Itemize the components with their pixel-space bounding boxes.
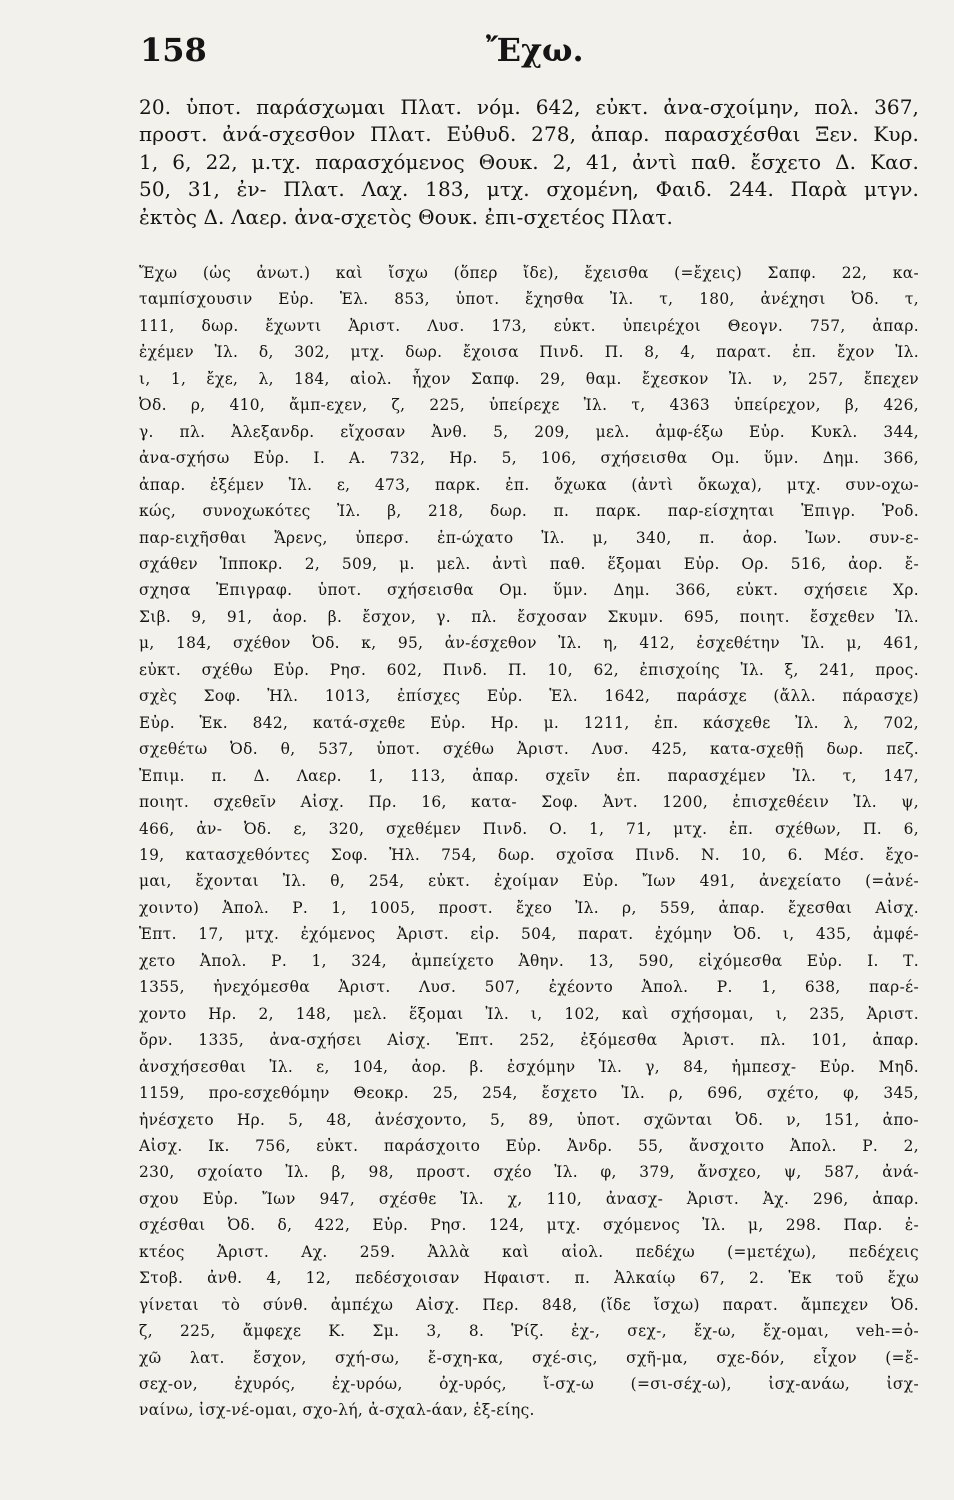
entry-line: Αἰσχ. Ικ. 756, εὐκτ. παράσχοιτο Εὐρ. Ἀνδρ. 55, ἄνσχοιτο Ἀπολ. Ρ. 2, xyxy=(139,1136,919,1155)
entry-line: ποιητ. σχεθεῖν Αἰσχ. Πρ. 16, κατα- Σοφ. Ἀντ. 1200, ἐπισχεθέειν Ἰλ. ψ, xyxy=(139,793,919,812)
section-20-line: ἐκτὸς Δ. Λαερ. ἀνα-σχετὸς Θουκ. ἐπι-σχετέος Πλατ. xyxy=(139,204,673,229)
entry-line: ἐχέμεν Ἰλ. δ, 302, μτχ. δωρ. ἔχοισα Πινδ. Π. 8, 4, παρατ. ἐπ. ἔχον Ἰλ. xyxy=(139,343,919,362)
entry-line: χοιντο) Ἀπολ. Ρ. 1, 1005, προστ. ἔχεο Ἰλ. ρ, 559, ἀπαρ. ἔχεσθαι Αἰσχ. xyxy=(139,898,919,917)
entry-line: Εὐρ. Ἑκ. 842, κατά-σχεθε Εὐρ. Ηρ. μ. 1211, ἐπ. κάσχεθε Ἰλ. λ, 702, xyxy=(139,713,919,732)
entry-line: εὐκτ. σχέθω Εὐρ. Ρησ. 602, Πινδ. Π. 10, 62, ἐπισχοίης Ἰλ. ξ, 241, προς. xyxy=(139,660,919,679)
entry-line: ἠνέσχετο Ηρ. 5, 48, ἀνέσχοντο, 5, 89, ὑποτ. σχῶνται Ὀδ. ν, 151, ἀπο- xyxy=(139,1110,919,1129)
section-20-line: 50, 31, ἐν- Πλατ. Λαχ. 183, μτχ. σχομένη, Φαιδ. 244. Παρὰ μτγν. xyxy=(139,177,919,202)
entry-line: 230, σχοίατο Ἰλ. β, 98, προστ. σχέο Ἰλ. φ, 379, ἄνσχεο, ψ, 587, ἀνά- xyxy=(139,1163,919,1182)
entry-line: σχὲς Σοφ. Ἠλ. 1013, ἐπίσχες Εὐρ. Ἑλ. 1642, παράσχε (ἄλλ. πάρασχε) xyxy=(139,687,919,706)
entry-line: Σιβ. 9, 91, ἀορ. β. ἔσχον, γ. πλ. ἔσχοσαν Σκυμν. 695, ποιητ. ἔσχεθεν Ἰλ. xyxy=(139,607,919,626)
entry-line: 1355, ἠνεχόμεσθα Ἀριστ. Λυσ. 507, ἐχέοντο Ἀπολ. Ρ. 1, 638, παρ-έ- xyxy=(139,978,919,997)
entry-line: ὄρν. 1335, ἀνα-σχήσει Αἰσχ. Ἑπτ. 252, ἐξόμεσθα Ἀριστ. πλ. 101, ἀπαρ. xyxy=(139,1031,919,1050)
entry-line: ἀπαρ. ἐξέμεν Ἰλ. ε, 473, παρκ. ἐπ. ὄχωκα (ἀντὶ ὄκωχα), μτχ. συν-οχω- xyxy=(139,475,919,494)
entry-line: ἀνσχήσεσθαι Ἰλ. ε, 104, ἀορ. β. ἐσχόμην Ἰλ. γ, 84, ἠμπεσχ- Εὐρ. Μηδ. xyxy=(139,1057,919,1076)
entry-line: σεχ-ον, ἐχυρός, ἐχ-υρόω, ὀχ-υρός, ἴ-σχ-ω (=σι-σέχ-ω), ἰσχ-ανάω, ἰσχ- xyxy=(139,1375,919,1394)
section-20-line: 20. ὑποτ. παράσχωμαι Πλατ. νόμ. 642, εὐκτ. ἀνα-σχοίμην, πολ. 367, xyxy=(139,95,919,119)
entry-line: ταμπίσχουσιν Εὐρ. Ἑλ. 853, ὑποτ. ἔχησθα Ἰλ. τ, 180, ἀνέχησι Ὀδ. τ, xyxy=(139,290,919,309)
section-20-line: 1, 6, 22, μ.τχ. παρασχόμενος Θουκ. 2, 41, ἀντὶ παθ. ἔσχετο Δ. Κασ. xyxy=(139,149,919,174)
entry-line: 111, δωρ. ἔχωντι Ἀριστ. Λυσ. 173, εὐκτ. ὑπειρέχοι Θεογν. 757, ἀπαρ. xyxy=(139,316,919,335)
entry-line: σχεθέτω Ὀδ. θ, 537, ὑποτ. σχέθω Ἀριστ. Λυσ. 425, κατα-σχεθῇ δωρ. πεζ. xyxy=(139,740,919,759)
entry-line: παρ-ειχῆσθαι Ἄρενς, ὑπερσ. ἐπ-ώχατο Ἰλ. μ, 340, π. ἀορ. Ἰων. συν-ε- xyxy=(139,528,919,547)
entry-line: Ἑπτ. 17, μτχ. ἐχόμενος Ἀριστ. εἰρ. 504, παρατ. ἐχόμην Ὀδ. ι, 435, ἀμφέ- xyxy=(139,925,919,944)
page-number: 158 xyxy=(140,31,207,69)
entry-line: χῶ λατ. ἔσχον, σχή-σω, ἔ-σχη-κα, σχέ-σις, σχῆ-μα, σχε-δόν, εἶχον (=ἔ- xyxy=(139,1348,919,1367)
entry-line: σχου Εὐρ. Ἴων 947, σχέσθε Ἰλ. χ, 110, ἀνασχ- Ἀριστ. Ἀχ. 296, ἀπαρ. xyxy=(139,1189,919,1208)
entry-line: μ, 184, σχέθον Ὀδ. κ, 95, ἀν-έσχεθον Ἰλ. η, 412, ἐσχεθέτην Ἰλ. μ, 461, xyxy=(139,634,919,653)
entry-line: Στοβ. ἀνθ. 4, 12, πεδέσχοισαν Ηφαιστ. π. Ἀλκαίῳ 67, 2. Ἐκ τοῦ ἔχω xyxy=(139,1269,919,1288)
entry-line: Ἔχω (ὡς ἀνωτ.) καὶ ἴσχω (ὅπερ ἴδε), ἔχεισθα (=ἔχεις) Σαπφ. 22, κα- xyxy=(139,264,919,282)
entry-line: χοντο Ηρ. 2, 148, μελ. ἕξομαι Ἰλ. ι, 102, καὶ σχήσομαι, ι, 235, Ἀριστ. xyxy=(139,1004,919,1023)
entry-line: 466, ἀν- Ὀδ. ε, 320, σχεθέμεν Πινδ. Ο. 1, 71, μτχ. ἐπ. σχέθων, Π. 6, xyxy=(139,819,919,838)
entry-line: γίνεται τὸ σύνθ. ἀμπέχω Αἰσχ. Περ. 848, (ἴδε ἴσχω) παρατ. ἄμπεχεν Ὀδ. xyxy=(139,1295,919,1314)
running-headword: Ἔχω. xyxy=(486,31,584,69)
entry-line: Ἐπιμ. π. Δ. Λαερ. 1, 113, ἀπαρ. σχεῖν ἐπ. παρασχέμεν Ἰλ. τ, 147, xyxy=(139,766,919,785)
entry-line: σχέσθαι Ὀδ. δ, 422, Εὐρ. Ρησ. 124, μτχ. σχόμενος Ἰλ. μ, 298. Παρ. ἐ- xyxy=(139,1216,919,1235)
section-20-paragraph xyxy=(139,94,919,231)
running-head xyxy=(0,28,954,78)
entry-line: κτέος Ἀριστ. Αχ. 259. Ἀλλὰ καὶ αἰολ. πεδέχω (=μετέχω), πεδέχεις xyxy=(139,1242,919,1261)
entry-line: ἀνα-σχήσω Εὐρ. Ι. Α. 732, Ηρ. 5, 106, σχήσεισθα Ομ. ὕμν. Δημ. 366, xyxy=(139,449,919,468)
entry-line: σχάθεν Ἱπποκρ. 2, 509, μ. μελ. ἀντὶ παθ. ἕξομαι Εὐρ. Ορ. 516, ἀορ. ἔ- xyxy=(139,554,919,573)
entry-line: ζ, 225, ἄμφεχε Κ. Σμ. 3, 8. Ῥίζ. ἐχ-, σεχ-, ἔχ-ω, ἔχ-ομαι, veh-=ὀ- xyxy=(139,1322,919,1341)
entry-line: ι, 1, ἔχε, λ, 184, αἰολ. ἦχον Σαπφ. 29, θαμ. ἔχεσκον Ἰλ. ν, 257, ἔπεχεν xyxy=(139,369,919,388)
entry-line: 1159, προ-εσχεθόμην Θεοκρ. 25, 254, ἔσχετο Ἰλ. ρ, 696, σχέτο, φ, 345, xyxy=(139,1084,919,1103)
entry-line: σχησα Ἐπιγραφ. ὑποτ. σχήσεισθα Ομ. ὕμν. Δημ. 366, εὐκτ. σχήσειε Χρ. xyxy=(139,581,919,600)
entry-line: γ. πλ. Ἀλεξανδρ. εἴχοσαν Ἀνθ. 5, 209, μελ. ἀμφ-έξω Εὐρ. Κυκλ. 344, xyxy=(139,422,919,441)
entry-line: 19, κατασχεθόντες Σοφ. Ἠλ. 754, δωρ. σχοῖσα Πινδ. Ν. 10, 6. Μέσ. ἔχο- xyxy=(139,845,919,864)
entry-echo-paragraph xyxy=(139,260,919,1424)
entry-line: κώς, συνοχωκότες Ἰλ. β, 218, δωρ. π. παρκ. παρ-είσχηται Ἐπιγρ. Ῥοδ. xyxy=(139,502,919,521)
entry-line: χετο Ἀπολ. Ρ. 1, 324, ἀμπείχετο Ἀθην. 13, 590, εἰχόμεσθα Εὐρ. Ι. Τ. xyxy=(139,951,919,970)
entry-line: μαι, ἔχονται Ἰλ. θ, 254, εὐκτ. ἐχοίμαν Εὐρ. Ἴων 491, ἀνεχείατο (=ἀνέ- xyxy=(139,872,919,891)
entry-line: Ὀδ. ρ, 410, ἄμπ-εχεν, ζ, 225, ὑπείρεχε Ἰλ. τ, 4363 ὑπείρεχον, β, 426, xyxy=(139,396,919,415)
entry-line: ναίνω, ἰσχ-νέ-ομαι, σχο-λή, ἀ-σχαλ-άαν, ἑξ-είης. xyxy=(139,1401,535,1420)
section-20-line: προστ. ἀνά-σχεσθον Πλατ. Εὐθυδ. 278, ἀπαρ. παρασχέσθαι Ξεν. Κυρ. xyxy=(139,122,919,147)
